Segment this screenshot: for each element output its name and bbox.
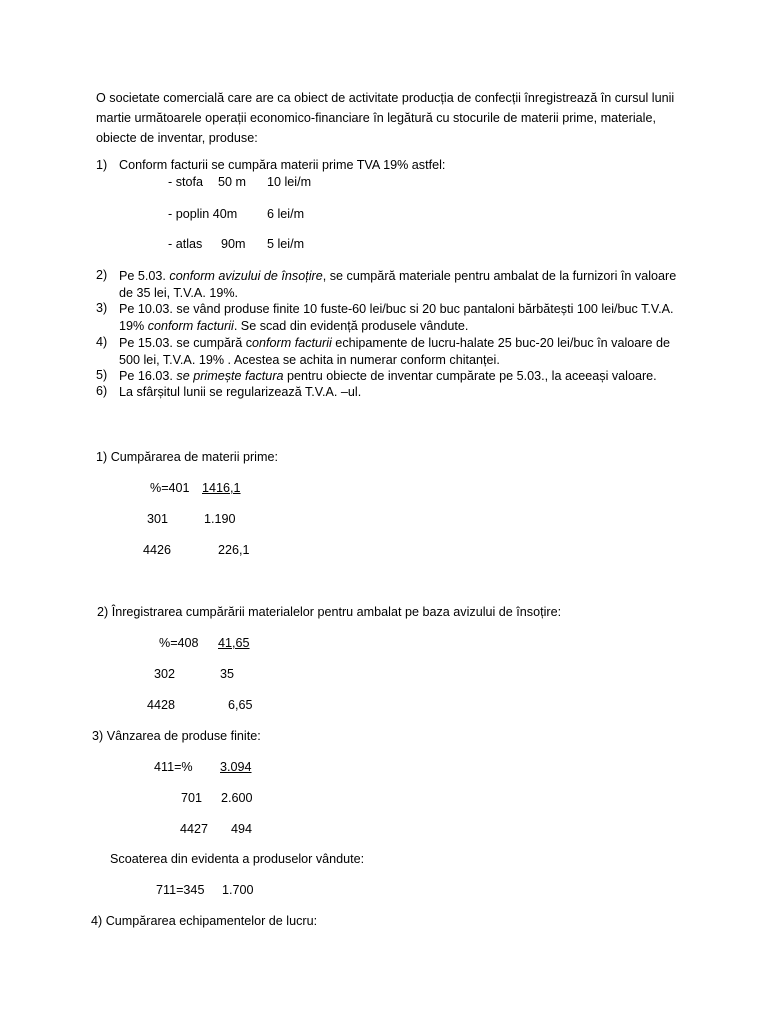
material-stofa-name: - stofa (168, 175, 203, 189)
solution-3-account: 701 (181, 791, 203, 805)
solution-1-entry-total: 1416,1 (202, 481, 241, 495)
item-5-number: 5) (96, 368, 108, 382)
solution-2-entry-total: 41,65 (218, 636, 250, 650)
solution-3-value: 2.600 (221, 791, 253, 805)
item-3-number: 3) (96, 301, 108, 315)
solution-2-value: 35 (220, 667, 235, 681)
solution-2-value: 6,65 (228, 698, 253, 712)
solution-3-entry-total: 3.094 (220, 760, 252, 774)
solution-3-sub-entry-value: 1.700 (222, 883, 254, 897)
item-4-text: Pe 15.03. se cumpără conform facturii echipamente de lucru-halate 25 buc-20 lei/buc în valoare de 500 lei, T.V.A. 19% . Acestea se achita in numerar conform chitanței. (119, 336, 670, 367)
item-1-text: Conform facturii se cumpăra materii prime TVA 19% astfel: (119, 158, 446, 172)
item-3-text: Pe 10.03. se vând produse finite 10 fuste-60 lei/buc si 20 buc pantaloni bărbătești 100 lei/buc T.V.A. 19% conform facturii. Se scad din evidență produsele vândute. (119, 302, 674, 333)
solution-3-entry-label: 411=% (154, 760, 193, 774)
material-poplin-name: - poplin 40m (168, 207, 238, 221)
item-2-text: Pe 5.03. conform avizului de însoțire, se cumpără materiale pentru ambalat de la furnizori în valoare de 35 lei, T.V.A. 19%. (119, 269, 677, 300)
item-6-number: 6) (96, 384, 108, 398)
solution-2-heading: 2) Înregistrarea cumpărării materialelor pentru ambalat pe baza avizului de însoțire: (97, 605, 562, 619)
solution-2-account: 302 (154, 667, 176, 681)
solution-3-sub-heading: Scoaterea din evidenta a produselor vândute: (110, 852, 365, 866)
solution-1-value: 1.190 (204, 512, 236, 526)
solution-3-value: 494 (231, 822, 253, 836)
solution-1-account: 4426 (143, 543, 172, 557)
item-5-text: Pe 16.03. se primește factura pentru obiecte de inventar cumpărate pe 5.03., la aceeași valoare. (119, 369, 657, 383)
solution-3-sub-entry-label: 711=345 (156, 883, 205, 897)
solution-1-heading: 1) Cumpărarea de materii prime: (96, 450, 278, 464)
material-poplin-price: 6 lei/m (267, 207, 305, 221)
solution-3-account: 4427 (180, 822, 209, 836)
solution-1-value: 226,1 (218, 543, 250, 557)
solution-1-account: 301 (147, 512, 169, 526)
item-6-text: La sfârșitul lunii se regularizează T.V.A. –ul. (119, 385, 362, 399)
item-2-number: 2) (96, 268, 108, 282)
material-stofa-qty: 50 m (218, 175, 246, 189)
material-atlas-name: - atlas (168, 237, 203, 251)
item-4-number: 4) (96, 335, 108, 349)
solution-2-entry-label: %=408 (159, 636, 199, 650)
material-stofa-price: 10 lei/m (267, 175, 312, 189)
solution-4-heading: 4) Cumpărarea echipamentelor de lucru: (91, 914, 318, 928)
solution-2-account: 4428 (147, 698, 176, 712)
material-atlas-price: 5 lei/m (267, 237, 305, 251)
material-atlas-qty: 90m (221, 237, 246, 251)
solution-1-entry-label: %=401 (150, 481, 190, 495)
intro-paragraph: O societate comercială care are ca obiect de activitate producția de confecții înregistrează în cursul lunii martie următoarele operații economico-financiare în legătură cu stocurile de materii prime, materiale, obiecte de inventar, produse: (96, 91, 675, 145)
item-1-number: 1) (96, 158, 108, 172)
solution-3-heading: 3) Vânzarea de produse finite: (92, 729, 261, 743)
